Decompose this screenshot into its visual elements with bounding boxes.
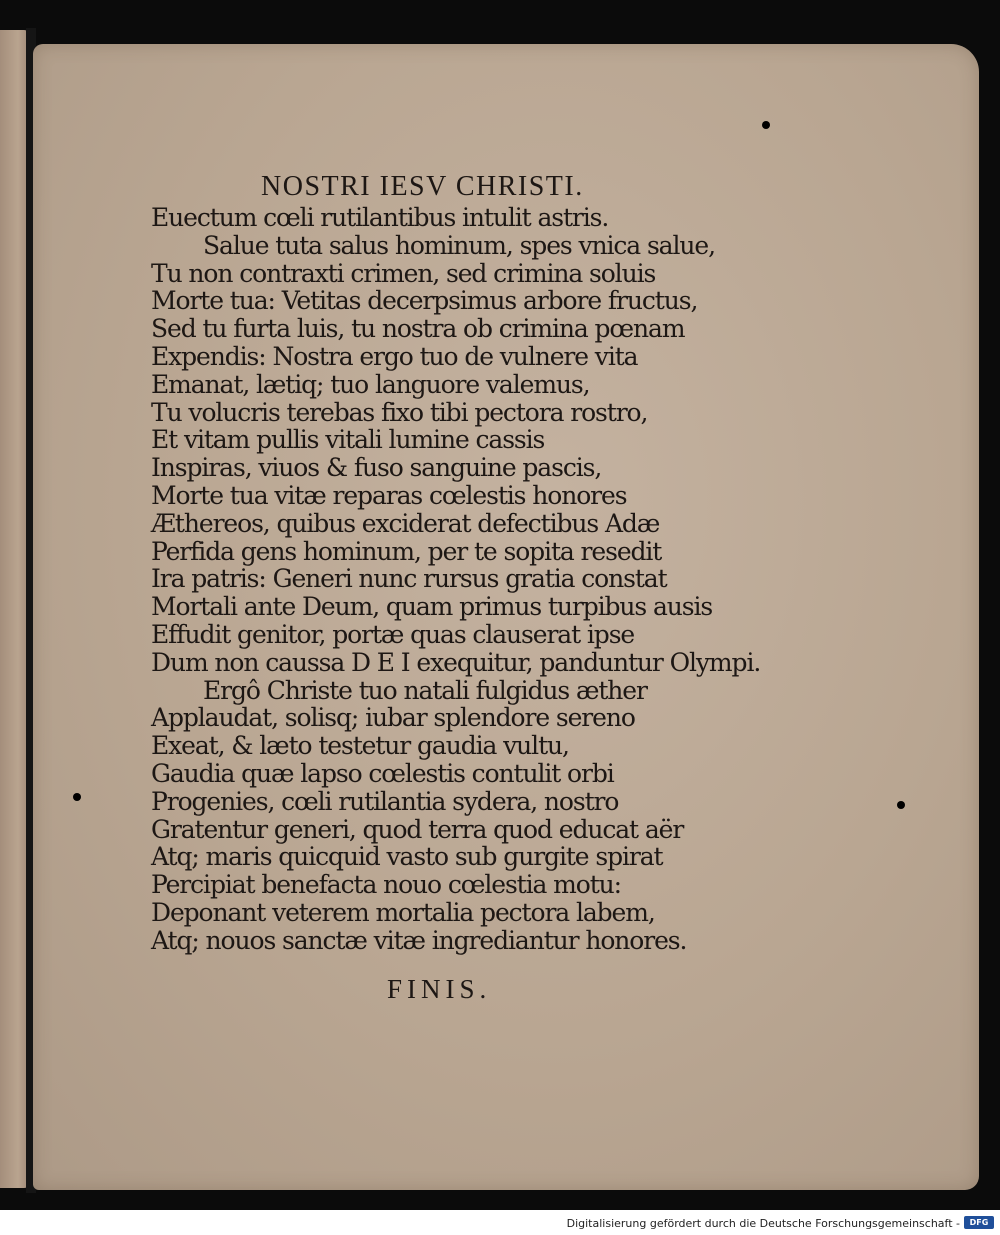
ink-speck xyxy=(73,793,81,801)
dfg-logo: DFG xyxy=(964,1216,994,1229)
funding-credit: Digitalisierung gefördert durch die Deutsche Forschungsgemeinschaft - xyxy=(566,1217,960,1230)
digitization-footer xyxy=(0,1210,1000,1235)
poem-line: Morte tua: Vetitas decerpsimus arbore fructus, xyxy=(151,286,698,316)
poem-line: Gaudia quæ lapso cœlestis contulit orbi xyxy=(151,758,614,788)
poem-line: Tu volucris terebas fixo tibi pectora rostro, xyxy=(151,397,648,427)
finis-label: FINIS. xyxy=(387,973,492,1004)
poem-line: Æthereos, quibus exciderat defectibus Adæ xyxy=(151,508,660,538)
poem-line: Morte tua vitæ reparas cœlestis honores xyxy=(151,480,627,510)
ink-speck xyxy=(762,121,770,129)
poem-line: Et vitam pullis vitali lumine cassis xyxy=(151,425,545,455)
book-page xyxy=(33,44,979,1190)
poem-line: Mortali ante Deum, quam primus turpibus ausis xyxy=(151,592,713,622)
poem-line: Dum non caussa D E I exequitur, panduntur Olympi. xyxy=(151,647,761,677)
ink-speck xyxy=(897,801,905,809)
poem-line: Percipiat benefacta nouo cœlestia motu: xyxy=(151,870,622,900)
poem-line: Salue tuta salus hominum, spes vnica salue, xyxy=(203,230,715,260)
poem-line: Atq; maris quicquid vasto sub gurgite spirat xyxy=(151,842,663,872)
poem-line: Inspiras, viuos & fuso sanguine pascis, xyxy=(151,453,602,483)
poem-lines xyxy=(151,204,851,955)
poem-line: Perfida gens hominum, per te sopita resedit xyxy=(151,536,662,566)
poem-line: Applaudat, solisq; iubar splendore sereno xyxy=(151,703,635,733)
poem-line: Deponant veterem mortalia pectora labem, xyxy=(151,897,655,927)
poem-line: Expendis: Nostra ergo tuo de vulnere vita xyxy=(151,341,638,371)
poem-line: Ergô Christe tuo natali fulgidus æther xyxy=(203,675,647,705)
poem-line: Emanat, lætiq; tuo languore valemus, xyxy=(151,369,590,399)
poem-line: Euectum cœli rutilantibus intulit astris. xyxy=(151,203,609,232)
poem-line: Exeat, & læto testetur gaudia vultu, xyxy=(151,731,569,761)
poem-line: Progenies, cœli rutilantia sydera, nostro xyxy=(151,786,619,816)
poem-line: Gratentur generi, quod terra quod educat aër xyxy=(151,814,684,844)
poem-line: Effudit genitor, portæ quas clauserat ipse xyxy=(151,619,635,649)
poem-line: Ira patris: Generi nunc rursus gratia constat xyxy=(151,564,667,594)
poem-text-block xyxy=(151,170,851,1005)
running-heading: NOSTRI IESV CHRISTI. xyxy=(261,171,584,202)
poem-line: Tu non contraxti crimen, sed crimina soluis xyxy=(151,258,656,288)
poem-line: Atq; nouos sanctæ vitæ ingrediantur honores. xyxy=(151,925,687,955)
poem-line: Sed tu furta luis, tu nostra ob crimina pœnam xyxy=(151,314,685,344)
